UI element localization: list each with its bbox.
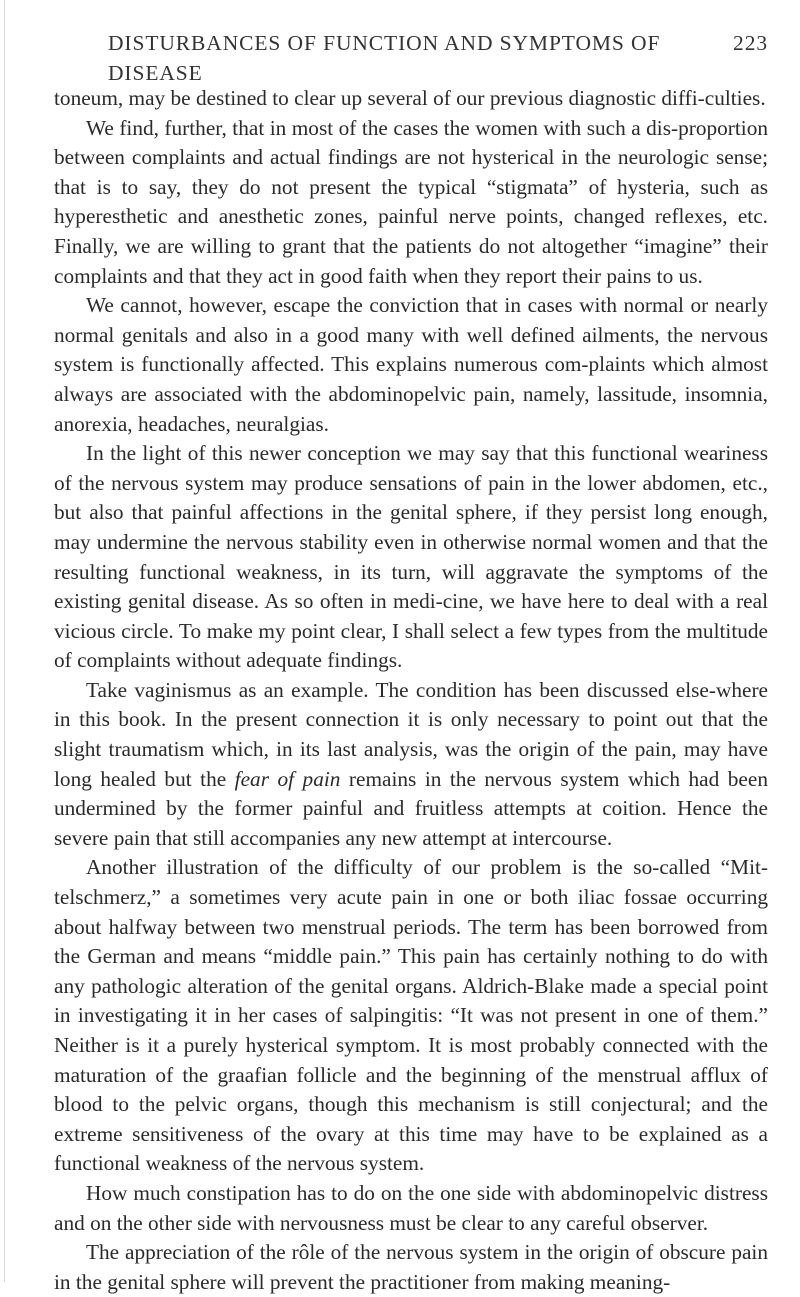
paragraph [54, 853, 768, 1179]
paragraph-text: We find, further, that in most of the cases the women with such a dis-proportion between complaints and actual findings are not hysterical in the neurologic sense; that is to say, they do not present the typical “stigmata” of hysteria, such as hyperesthetic and anesthetic zones, painful nerve points, changed reflexes, etc. Finally, we are willing to grant that the patients do not altogether “imagine” their complaints and that they act in good faith when they report their pains to us. [54, 115, 768, 288]
paragraph-text: We cannot, however, escape the conviction that in cases with normal or nearly normal genitals and also in a good many with well defined ailments, the nervous system is functionally affected. This explains numerous com-plaints which almost always are associated with the abdominopelvic pain, namely, lassitude, insomnia, anorexia, headaches, neuralgias. [54, 293, 768, 436]
paragraph-text: Another illustration of the difficulty of our problem is the so-called “Mit-telschmerz,” a sometimes very acute pain in one or both iliac fossae occurring about halfway between two menstrual periods. The term has been borrowed from the German and means “middle pain.” This pain has certainly nothing to do with any pathologic alteration of the genital organs. Aldrich-Blake made a special point in investigating it in her cases of salpingitis: “It was not present in one of them.” Neither is it a purely hysterical symptom. It is most probably connected with the maturation of the graafian follicle and the beginning of the menstrual afflux of blood to the pelvic organs, though this mechanism is still conjectural; and the extreme sensitiveness of the ovary at this time may have to be explained as a functional weakness of the nervous system. [54, 855, 768, 1176]
body-text [54, 84, 768, 1297]
paragraph [54, 1238, 768, 1297]
paragraph [54, 439, 768, 676]
paragraph-text: Take vaginismus as an example. The condition has been discussed else-where in this book. In the present connection it is only necessary to point out that the slight traumatism which, in its last analysis, was the origin of the pain, may have long healed but the [54, 677, 768, 791]
running-title: DISTURBANCES OF FUNCTION AND SYMPTOMS OF DISEASE [108, 31, 661, 85]
paragraph-text: How much constipation has to do on the one side with abdominopelvic distress and on the other side with nervousness must be clear to any careful observer. [54, 1180, 768, 1235]
paragraph-text: remains in the nervous system which had been undermined by the former painful and fruitless attempts at coition. Hence the severe pain that still accompanies any new attempt at intercourse. [54, 766, 768, 850]
page-edge-line [4, 0, 5, 1282]
paragraph-text: toneum, may be destined to clear up several of our previous diagnostic diffi-culties. [54, 86, 766, 110]
paragraph-text: In the light of this newer conception we may say that this functional weariness of the nervous system may produce sensations of pain in the lower abdomen, etc., but also that painful affections in the genital sphere, if they persist long enough, may undermine the nervous stability even in otherwise normal women and that the resulting functional weakness, in its turn, will aggravate the symptoms of the existing genital disease. As so often in medi-cine, we have here to deal with a real vicious circle. To make my point clear, I shall select a few types from the multitude of complaints without adequate findings. [54, 441, 768, 673]
paragraph [54, 291, 768, 439]
paragraph [54, 1179, 768, 1238]
paragraph [54, 676, 768, 854]
page-number: 223 [733, 31, 768, 55]
paragraph-text: The appreciation of the rôle of the nervous system in the origin of obscure pain in the genital sphere will prevent the practitioner from making meaning- [54, 1240, 768, 1294]
paragraph [54, 114, 768, 292]
italic-phrase: fear of pain [234, 766, 341, 791]
paragraph-continuation [54, 84, 768, 114]
running-head [108, 28, 768, 88]
